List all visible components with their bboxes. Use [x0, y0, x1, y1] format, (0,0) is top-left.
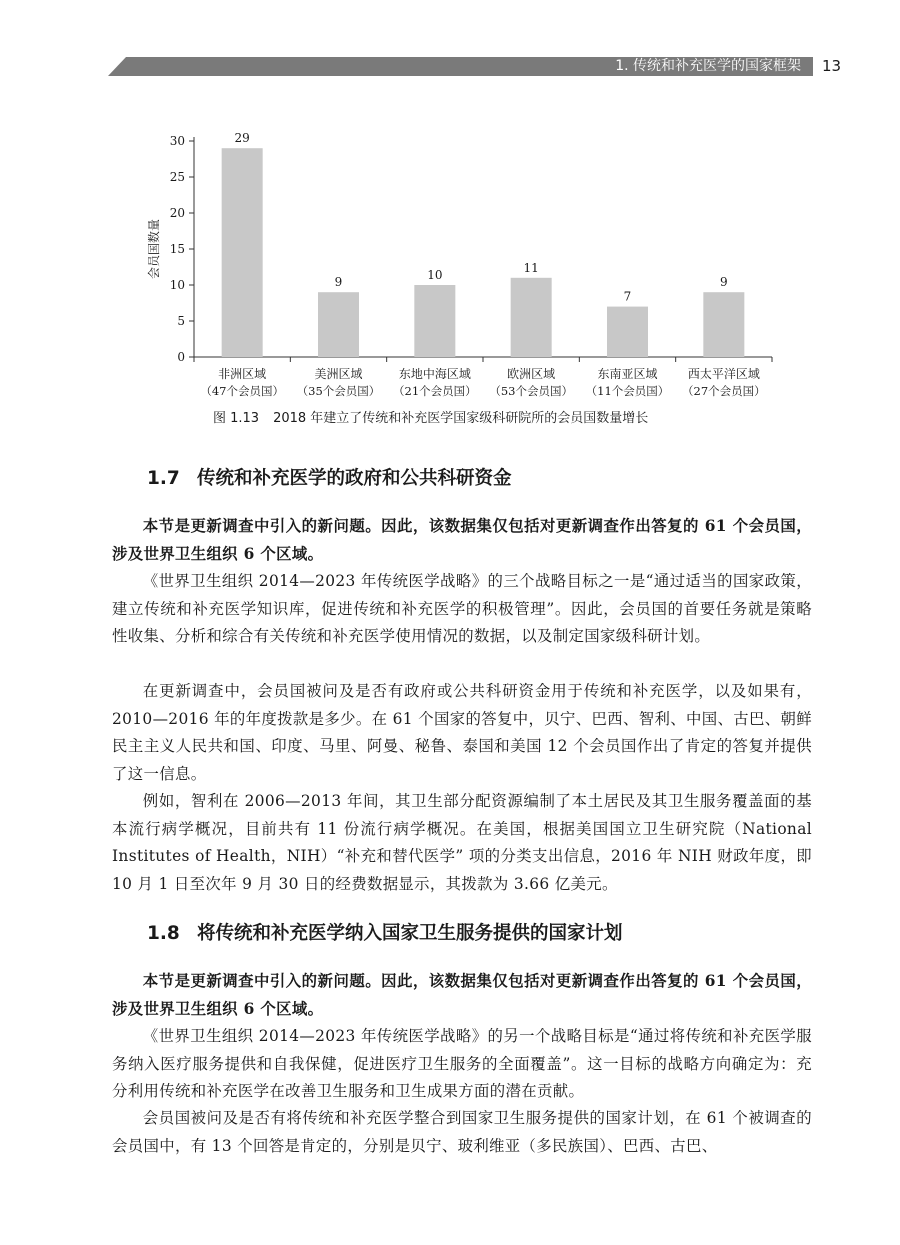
category-label: 美洲区域 [314, 367, 363, 381]
y-tick-label: 0 [177, 350, 185, 364]
bar-value-label: 9 [334, 275, 343, 290]
y-tick-label: 30 [169, 134, 185, 148]
bar [703, 292, 744, 357]
bar [222, 148, 263, 357]
paragraph-1-8-strategy: 《世界卫生组织 2014—2023 年传统医学战略》的另一个战略目标是“通过将传统和补充医学服务纳入医疗服务提供和自我保健，促进医疗卫生服务的全面覆盖”。这一目标的战略方向确定为：充分利用传统和补充医学在改善卫生服务和卫生成果方面的潜在贡献。 [112, 1027, 812, 1101]
category-label: 非洲区域 [218, 367, 267, 381]
category-sublabel: （21个会员国） [393, 384, 477, 398]
paragraph-1-7-survey: 在更新调查中，会员国被问及是否有政府或公共科研资金用于传统和补充医学，以及如果有，2010—2016 年的年度拨款是多少。在 61 个国家的答复中，贝宁、巴西、智利、中国、古巴、朝鲜民主主义人民共和国、印度、马里、阿曼、秘鲁、泰国和美国 12 个会员国作出了肯定的答复并提供了这一信息。 [112, 682, 812, 783]
paragraph-1-8-intro: 本节是更新调查中引入的新问题。因此，该数据集仅包括对更新调查作出答复的 61 个会员国，涉及世界卫生组织 6 个区域。 [112, 972, 812, 1018]
page-number: 13 [822, 57, 842, 75]
section-heading-1-8 [147, 919, 623, 945]
category-label: 西太平洋区域 [687, 367, 760, 381]
section-heading-1-7 [147, 464, 512, 490]
bar [414, 285, 455, 357]
y-axis-label: 会员国数量 [147, 218, 161, 280]
chart-bars [222, 148, 745, 357]
figure-caption [213, 407, 648, 426]
y-tick-label: 5 [177, 314, 185, 328]
section-title: 将传统和补充医学纳入国家卫生服务提供的国家计划 [197, 923, 623, 944]
y-tick-label: 10 [169, 278, 185, 292]
bar [607, 307, 648, 357]
bar-value-label: 10 [427, 268, 443, 282]
category-sublabel: （47个会员国） [200, 384, 284, 398]
paragraph-1-7-strategy: 《世界卫生组织 2014—2023 年传统医学战略》的三个战略目标之一是“通过适当的国家政策，建立传统和补充医学知识库，促进传统和补充医学的积极管理”。因此，会员国的首要任务就是策略性收集、分析和综合有关传统和补充医学使用情况的数据，以及制定国家级科研计划。 [112, 572, 812, 646]
category-sublabel: （27个会员国） [682, 384, 766, 398]
paragraph-1-7-examples: 例如，智利在 2006—2013 年间，其卫生部分配资源编制了本土居民及其卫生服务覆盖面的基本流行病学概况，目前共有 11 份流行病学概况。在美国，根据美国国立卫生研究院（National Institutes of Health，NIH）“补充和替代医学” 项的分类支出信息，2016 年 NIH 财政年度，即 10 月 1 日至次年 9 月 30 日的经费数据显示，其拨款为 3.66 亿美元。 [112, 792, 812, 893]
chapter-title: 1. 传统和补充医学的国家框架 [615, 58, 801, 74]
bar-value-label: 29 [234, 131, 250, 146]
bar [318, 292, 359, 357]
bar-chart [130, 125, 790, 410]
category-label: 东南亚区域 [597, 367, 658, 381]
section-number: 1.7 [147, 468, 180, 489]
section-title: 传统和补充医学的政府和公共科研资金 [197, 468, 512, 489]
bar [511, 278, 552, 357]
category-sublabel: （35个会员国） [296, 384, 381, 398]
category-label: 东地中海区域 [398, 367, 471, 381]
bar-value-label: 7 [623, 289, 632, 304]
category-sublabel: （11个会员国） [585, 384, 670, 398]
y-tick-label: 20 [169, 206, 185, 220]
chart-axes [189, 137, 772, 362]
paragraph-1-7-intro: 本节是更新调查中引入的新问题。因此，该数据集仅包括对更新调查作出答复的 61 个会员国，涉及世界卫生组织 6 个区域。 [112, 517, 812, 563]
y-tick-label: 15 [169, 242, 185, 256]
bar-value-label: 9 [720, 275, 728, 290]
category-sublabel: （53个会员国） [489, 384, 573, 398]
figure-caption-text: 2018 年建立了传统和补充医学国家级科研院所的会员国数量增长 [273, 411, 649, 426]
bar-value-label: 11 [523, 260, 539, 275]
y-tick-label: 25 [169, 170, 185, 184]
running-header [108, 57, 813, 76]
category-label: 欧洲区域 [507, 367, 556, 381]
paragraph-1-8-survey: 会员国被问及是否有将传统和补充医学整合到国家卫生服务提供的国家计划，在 61 个被调查的会员国中，有 13 个回答是肯定的，分别是贝宁、玻利维亚（多民族国）、巴西、古巴、 [112, 1109, 812, 1155]
figure-number: 图 1.13 [213, 411, 260, 426]
section-number: 1.8 [147, 923, 180, 944]
